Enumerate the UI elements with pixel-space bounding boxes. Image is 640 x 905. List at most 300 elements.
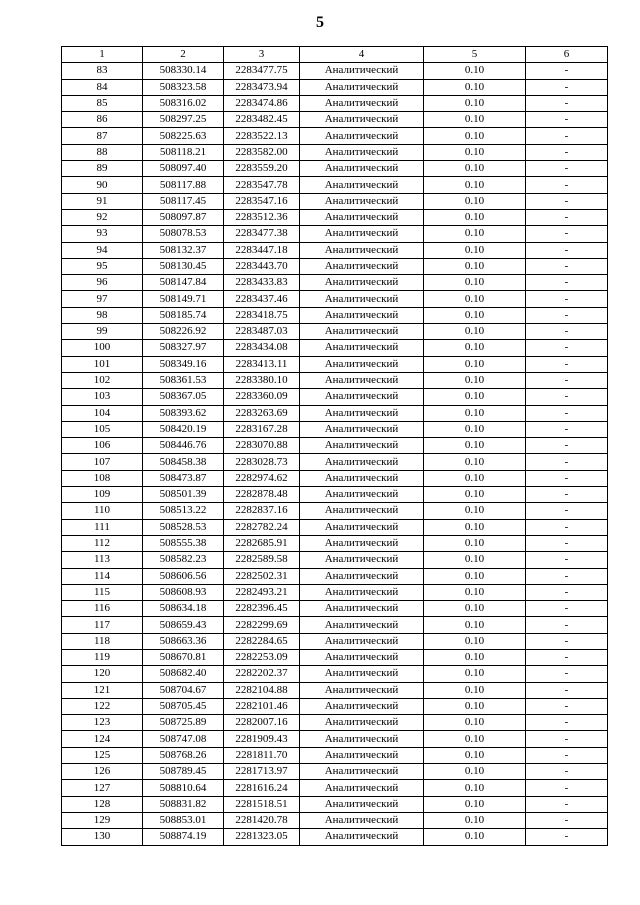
- x-coordinate-cell: 508659.43: [143, 617, 224, 633]
- method-cell: Аналитический: [300, 601, 424, 617]
- accuracy-cell: 0.10: [424, 340, 526, 356]
- point-number-cell: 103: [62, 389, 143, 405]
- note-cell: -: [526, 405, 608, 421]
- accuracy-cell: 0.10: [424, 487, 526, 503]
- note-cell: -: [526, 242, 608, 258]
- accuracy-cell: 0.10: [424, 731, 526, 747]
- column-header-4: 4: [300, 47, 424, 63]
- note-cell: -: [526, 95, 608, 111]
- point-number-cell: 109: [62, 487, 143, 503]
- table-row: [62, 552, 608, 568]
- y-coordinate-cell: 2283028.73: [224, 454, 300, 470]
- method-cell: Аналитический: [300, 372, 424, 388]
- note-cell: -: [526, 633, 608, 649]
- method-cell: Аналитический: [300, 715, 424, 731]
- method-cell: Аналитический: [300, 633, 424, 649]
- y-coordinate-cell: 2283474.86: [224, 95, 300, 111]
- y-coordinate-cell: 2283167.28: [224, 421, 300, 437]
- y-coordinate-cell: 2283434.08: [224, 340, 300, 356]
- method-cell: Аналитический: [300, 161, 424, 177]
- table-row: [62, 731, 608, 747]
- x-coordinate-cell: 508130.45: [143, 258, 224, 274]
- y-coordinate-cell: 2283482.45: [224, 112, 300, 128]
- point-number-cell: 96: [62, 275, 143, 291]
- accuracy-cell: 0.10: [424, 95, 526, 111]
- x-coordinate-cell: 508458.38: [143, 454, 224, 470]
- x-coordinate-cell: 508555.38: [143, 535, 224, 551]
- method-cell: Аналитический: [300, 438, 424, 454]
- accuracy-cell: 0.10: [424, 291, 526, 307]
- y-coordinate-cell: 2283547.16: [224, 193, 300, 209]
- point-number-cell: 123: [62, 715, 143, 731]
- method-cell: Аналитический: [300, 193, 424, 209]
- method-cell: Аналитический: [300, 226, 424, 242]
- point-number-cell: 108: [62, 470, 143, 486]
- method-cell: Аналитический: [300, 519, 424, 535]
- x-coordinate-cell: 508117.45: [143, 193, 224, 209]
- note-cell: -: [526, 503, 608, 519]
- x-coordinate-cell: 508117.88: [143, 177, 224, 193]
- y-coordinate-cell: 2283443.70: [224, 258, 300, 274]
- column-header-1: 1: [62, 47, 143, 63]
- accuracy-cell: 0.10: [424, 421, 526, 437]
- y-coordinate-cell: 2282101.46: [224, 698, 300, 714]
- point-number-cell: 111: [62, 519, 143, 535]
- method-cell: Аналитический: [300, 79, 424, 95]
- y-coordinate-cell: 2282007.16: [224, 715, 300, 731]
- y-coordinate-cell: 2281420.78: [224, 812, 300, 828]
- x-coordinate-cell: 508747.08: [143, 731, 224, 747]
- accuracy-cell: 0.10: [424, 324, 526, 340]
- point-number-cell: 115: [62, 584, 143, 600]
- point-number-cell: 89: [62, 161, 143, 177]
- note-cell: -: [526, 291, 608, 307]
- x-coordinate-cell: 508874.19: [143, 829, 224, 845]
- point-number-cell: 122: [62, 698, 143, 714]
- method-cell: Аналитический: [300, 454, 424, 470]
- accuracy-cell: 0.10: [424, 584, 526, 600]
- method-cell: Аналитический: [300, 649, 424, 665]
- table-row: [62, 209, 608, 225]
- note-cell: -: [526, 454, 608, 470]
- method-cell: Аналитический: [300, 209, 424, 225]
- x-coordinate-cell: 508078.53: [143, 226, 224, 242]
- accuracy-cell: 0.10: [424, 177, 526, 193]
- table-row: [62, 258, 608, 274]
- column-header-6: 6: [526, 47, 608, 63]
- y-coordinate-cell: 2283437.46: [224, 291, 300, 307]
- x-coordinate-cell: 508853.01: [143, 812, 224, 828]
- point-number-cell: 101: [62, 356, 143, 372]
- table-row: [62, 649, 608, 665]
- table-row: [62, 389, 608, 405]
- column-header-3: 3: [224, 47, 300, 63]
- table-row: [62, 666, 608, 682]
- x-coordinate-cell: 508097.87: [143, 209, 224, 225]
- x-coordinate-cell: 508608.93: [143, 584, 224, 600]
- point-number-cell: 118: [62, 633, 143, 649]
- x-coordinate-cell: 508704.67: [143, 682, 224, 698]
- accuracy-cell: 0.10: [424, 389, 526, 405]
- note-cell: -: [526, 177, 608, 193]
- table-row: [62, 128, 608, 144]
- method-cell: Аналитический: [300, 552, 424, 568]
- point-number-cell: 127: [62, 780, 143, 796]
- accuracy-cell: 0.10: [424, 79, 526, 95]
- note-cell: -: [526, 715, 608, 731]
- x-coordinate-cell: 508420.19: [143, 421, 224, 437]
- x-coordinate-cell: 508789.45: [143, 764, 224, 780]
- point-number-cell: 128: [62, 796, 143, 812]
- method-cell: Аналитический: [300, 421, 424, 437]
- method-cell: Аналитический: [300, 535, 424, 551]
- x-coordinate-cell: 508670.81: [143, 649, 224, 665]
- accuracy-cell: 0.10: [424, 617, 526, 633]
- point-number-cell: 100: [62, 340, 143, 356]
- table-row: [62, 601, 608, 617]
- note-cell: -: [526, 112, 608, 128]
- accuracy-cell: 0.10: [424, 780, 526, 796]
- point-number-cell: 94: [62, 242, 143, 258]
- point-number-cell: 88: [62, 144, 143, 160]
- point-number-cell: 90: [62, 177, 143, 193]
- accuracy-cell: 0.10: [424, 63, 526, 79]
- method-cell: Аналитический: [300, 584, 424, 600]
- accuracy-cell: 0.10: [424, 715, 526, 731]
- method-cell: Аналитический: [300, 666, 424, 682]
- x-coordinate-cell: 508606.56: [143, 568, 224, 584]
- point-number-cell: 126: [62, 764, 143, 780]
- accuracy-cell: 0.10: [424, 438, 526, 454]
- y-coordinate-cell: 2283559.20: [224, 161, 300, 177]
- y-coordinate-cell: 2283418.75: [224, 307, 300, 323]
- accuracy-cell: 0.10: [424, 275, 526, 291]
- table-row: [62, 812, 608, 828]
- y-coordinate-cell: 2281909.43: [224, 731, 300, 747]
- y-coordinate-cell: 2282284.65: [224, 633, 300, 649]
- x-coordinate-cell: 508349.16: [143, 356, 224, 372]
- accuracy-cell: 0.10: [424, 764, 526, 780]
- accuracy-cell: 0.10: [424, 829, 526, 845]
- accuracy-cell: 0.10: [424, 601, 526, 617]
- accuracy-cell: 0.10: [424, 242, 526, 258]
- note-cell: -: [526, 552, 608, 568]
- method-cell: Аналитический: [300, 682, 424, 698]
- note-cell: -: [526, 307, 608, 323]
- table-row: [62, 275, 608, 291]
- table-row: [62, 617, 608, 633]
- table-row: [62, 503, 608, 519]
- y-coordinate-cell: 2282202.37: [224, 666, 300, 682]
- y-coordinate-cell: 2282837.16: [224, 503, 300, 519]
- x-coordinate-cell: 508831.82: [143, 796, 224, 812]
- note-cell: -: [526, 340, 608, 356]
- y-coordinate-cell: 2281713.97: [224, 764, 300, 780]
- method-cell: Аналитический: [300, 307, 424, 323]
- table-row: [62, 226, 608, 242]
- table-row: [62, 356, 608, 372]
- accuracy-cell: 0.10: [424, 666, 526, 682]
- accuracy-cell: 0.10: [424, 470, 526, 486]
- page-number: 5: [316, 14, 324, 31]
- table-row: [62, 487, 608, 503]
- method-cell: Аналитический: [300, 698, 424, 714]
- note-cell: -: [526, 356, 608, 372]
- accuracy-cell: 0.10: [424, 503, 526, 519]
- y-coordinate-cell: 2283360.09: [224, 389, 300, 405]
- method-cell: Аналитический: [300, 177, 424, 193]
- y-coordinate-cell: 2282396.45: [224, 601, 300, 617]
- note-cell: -: [526, 568, 608, 584]
- table-row: [62, 796, 608, 812]
- point-number-cell: 113: [62, 552, 143, 568]
- table-row: [62, 95, 608, 111]
- accuracy-cell: 0.10: [424, 747, 526, 763]
- table-row: [62, 291, 608, 307]
- y-coordinate-cell: 2283413.11: [224, 356, 300, 372]
- table-row: [62, 454, 608, 470]
- accuracy-cell: 0.10: [424, 454, 526, 470]
- table-row: [62, 161, 608, 177]
- x-coordinate-cell: 508513.22: [143, 503, 224, 519]
- table-row: [62, 340, 608, 356]
- x-coordinate-cell: 508582.23: [143, 552, 224, 568]
- y-coordinate-cell: 2281323.05: [224, 829, 300, 845]
- y-coordinate-cell: 2282299.69: [224, 617, 300, 633]
- note-cell: -: [526, 617, 608, 633]
- column-header-5: 5: [424, 47, 526, 63]
- table-row: [62, 79, 608, 95]
- table-row: [62, 764, 608, 780]
- method-cell: Аналитический: [300, 340, 424, 356]
- note-cell: -: [526, 649, 608, 665]
- point-number-cell: 91: [62, 193, 143, 209]
- table-row: [62, 63, 608, 79]
- point-number-cell: 114: [62, 568, 143, 584]
- point-number-cell: 87: [62, 128, 143, 144]
- table-row: [62, 242, 608, 258]
- accuracy-cell: 0.10: [424, 682, 526, 698]
- table-row: [62, 307, 608, 323]
- x-coordinate-cell: 508361.53: [143, 372, 224, 388]
- point-number-cell: 125: [62, 747, 143, 763]
- method-cell: Аналитический: [300, 324, 424, 340]
- point-number-cell: 83: [62, 63, 143, 79]
- column-header-2: 2: [143, 47, 224, 63]
- y-coordinate-cell: 2282253.09: [224, 649, 300, 665]
- point-number-cell: 97: [62, 291, 143, 307]
- point-number-cell: 112: [62, 535, 143, 551]
- point-number-cell: 106: [62, 438, 143, 454]
- point-number-cell: 120: [62, 666, 143, 682]
- point-number-cell: 107: [62, 454, 143, 470]
- x-coordinate-cell: 508634.18: [143, 601, 224, 617]
- note-cell: -: [526, 796, 608, 812]
- accuracy-cell: 0.10: [424, 519, 526, 535]
- note-cell: -: [526, 144, 608, 160]
- accuracy-cell: 0.10: [424, 535, 526, 551]
- point-number-cell: 84: [62, 79, 143, 95]
- method-cell: Аналитический: [300, 63, 424, 79]
- table-row: [62, 535, 608, 551]
- method-cell: Аналитический: [300, 275, 424, 291]
- x-coordinate-cell: 508393.62: [143, 405, 224, 421]
- y-coordinate-cell: 2281518.51: [224, 796, 300, 812]
- x-coordinate-cell: 508225.63: [143, 128, 224, 144]
- note-cell: -: [526, 275, 608, 291]
- table-row: [62, 682, 608, 698]
- table-row: [62, 421, 608, 437]
- method-cell: Аналитический: [300, 747, 424, 763]
- method-cell: Аналитический: [300, 258, 424, 274]
- point-number-cell: 85: [62, 95, 143, 111]
- accuracy-cell: 0.10: [424, 144, 526, 160]
- table-row: [62, 519, 608, 535]
- method-cell: Аналитический: [300, 95, 424, 111]
- method-cell: Аналитический: [300, 112, 424, 128]
- method-cell: Аналитический: [300, 812, 424, 828]
- x-coordinate-cell: 508682.40: [143, 666, 224, 682]
- method-cell: Аналитический: [300, 128, 424, 144]
- x-coordinate-cell: 508226.92: [143, 324, 224, 340]
- note-cell: -: [526, 829, 608, 845]
- point-number-cell: 98: [62, 307, 143, 323]
- note-cell: -: [526, 421, 608, 437]
- note-cell: -: [526, 193, 608, 209]
- method-cell: Аналитический: [300, 470, 424, 486]
- method-cell: Аналитический: [300, 829, 424, 845]
- y-coordinate-cell: 2282782.24: [224, 519, 300, 535]
- note-cell: -: [526, 161, 608, 177]
- y-coordinate-cell: 2283380.10: [224, 372, 300, 388]
- note-cell: -: [526, 438, 608, 454]
- x-coordinate-cell: 508446.76: [143, 438, 224, 454]
- point-number-cell: 130: [62, 829, 143, 845]
- table-row: [62, 438, 608, 454]
- table-row: [62, 698, 608, 714]
- method-cell: Аналитический: [300, 242, 424, 258]
- table-row: [62, 747, 608, 763]
- accuracy-cell: 0.10: [424, 128, 526, 144]
- accuracy-cell: 0.10: [424, 796, 526, 812]
- y-coordinate-cell: 2283263.69: [224, 405, 300, 421]
- note-cell: -: [526, 209, 608, 225]
- point-number-cell: 93: [62, 226, 143, 242]
- y-coordinate-cell: 2283547.78: [224, 177, 300, 193]
- point-number-cell: 117: [62, 617, 143, 633]
- note-cell: -: [526, 731, 608, 747]
- note-cell: -: [526, 601, 608, 617]
- note-cell: -: [526, 584, 608, 600]
- accuracy-cell: 0.10: [424, 812, 526, 828]
- note-cell: -: [526, 812, 608, 828]
- accuracy-cell: 0.10: [424, 356, 526, 372]
- method-cell: Аналитический: [300, 764, 424, 780]
- accuracy-cell: 0.10: [424, 226, 526, 242]
- note-cell: -: [526, 128, 608, 144]
- x-coordinate-cell: 508323.58: [143, 79, 224, 95]
- x-coordinate-cell: 508330.14: [143, 63, 224, 79]
- note-cell: -: [526, 666, 608, 682]
- table-row: [62, 177, 608, 193]
- x-coordinate-cell: 508768.26: [143, 747, 224, 763]
- method-cell: Аналитический: [300, 389, 424, 405]
- accuracy-cell: 0.10: [424, 161, 526, 177]
- point-number-cell: 119: [62, 649, 143, 665]
- note-cell: -: [526, 258, 608, 274]
- accuracy-cell: 0.10: [424, 372, 526, 388]
- x-coordinate-cell: 508297.25: [143, 112, 224, 128]
- note-cell: -: [526, 682, 608, 698]
- table-row: [62, 112, 608, 128]
- y-coordinate-cell: 2282685.91: [224, 535, 300, 551]
- coordinates-table: [61, 46, 608, 846]
- y-coordinate-cell: 2283582.00: [224, 144, 300, 160]
- note-cell: -: [526, 226, 608, 242]
- y-coordinate-cell: 2281616.24: [224, 780, 300, 796]
- x-coordinate-cell: 508725.89: [143, 715, 224, 731]
- x-coordinate-cell: 508097.40: [143, 161, 224, 177]
- table-row: [62, 405, 608, 421]
- y-coordinate-cell: 2283477.38: [224, 226, 300, 242]
- y-coordinate-cell: 2283447.18: [224, 242, 300, 258]
- x-coordinate-cell: 508185.74: [143, 307, 224, 323]
- point-number-cell: 86: [62, 112, 143, 128]
- note-cell: -: [526, 487, 608, 503]
- x-coordinate-cell: 508316.02: [143, 95, 224, 111]
- y-coordinate-cell: 2283070.88: [224, 438, 300, 454]
- note-cell: -: [526, 470, 608, 486]
- accuracy-cell: 0.10: [424, 552, 526, 568]
- point-number-cell: 116: [62, 601, 143, 617]
- method-cell: Аналитический: [300, 617, 424, 633]
- table-row: [62, 193, 608, 209]
- y-coordinate-cell: 2282974.62: [224, 470, 300, 486]
- method-cell: Аналитический: [300, 731, 424, 747]
- table-body: [62, 63, 608, 845]
- note-cell: -: [526, 698, 608, 714]
- note-cell: -: [526, 747, 608, 763]
- accuracy-cell: 0.10: [424, 209, 526, 225]
- method-cell: Аналитический: [300, 568, 424, 584]
- x-coordinate-cell: 508367.05: [143, 389, 224, 405]
- y-coordinate-cell: 2282104.88: [224, 682, 300, 698]
- table-row: [62, 633, 608, 649]
- point-number-cell: 95: [62, 258, 143, 274]
- point-number-cell: 104: [62, 405, 143, 421]
- y-coordinate-cell: 2283433.83: [224, 275, 300, 291]
- x-coordinate-cell: 508149.71: [143, 291, 224, 307]
- x-coordinate-cell: 508528.53: [143, 519, 224, 535]
- note-cell: -: [526, 519, 608, 535]
- table-row: [62, 144, 608, 160]
- accuracy-cell: 0.10: [424, 405, 526, 421]
- y-coordinate-cell: 2283487.03: [224, 324, 300, 340]
- method-cell: Аналитический: [300, 780, 424, 796]
- x-coordinate-cell: 508810.64: [143, 780, 224, 796]
- accuracy-cell: 0.10: [424, 568, 526, 584]
- y-coordinate-cell: 2283522.13: [224, 128, 300, 144]
- note-cell: -: [526, 389, 608, 405]
- accuracy-cell: 0.10: [424, 193, 526, 209]
- y-coordinate-cell: 2283477.75: [224, 63, 300, 79]
- x-coordinate-cell: 508327.97: [143, 340, 224, 356]
- method-cell: Аналитический: [300, 405, 424, 421]
- point-number-cell: 124: [62, 731, 143, 747]
- y-coordinate-cell: 2283473.94: [224, 79, 300, 95]
- table-row: [62, 470, 608, 486]
- note-cell: -: [526, 372, 608, 388]
